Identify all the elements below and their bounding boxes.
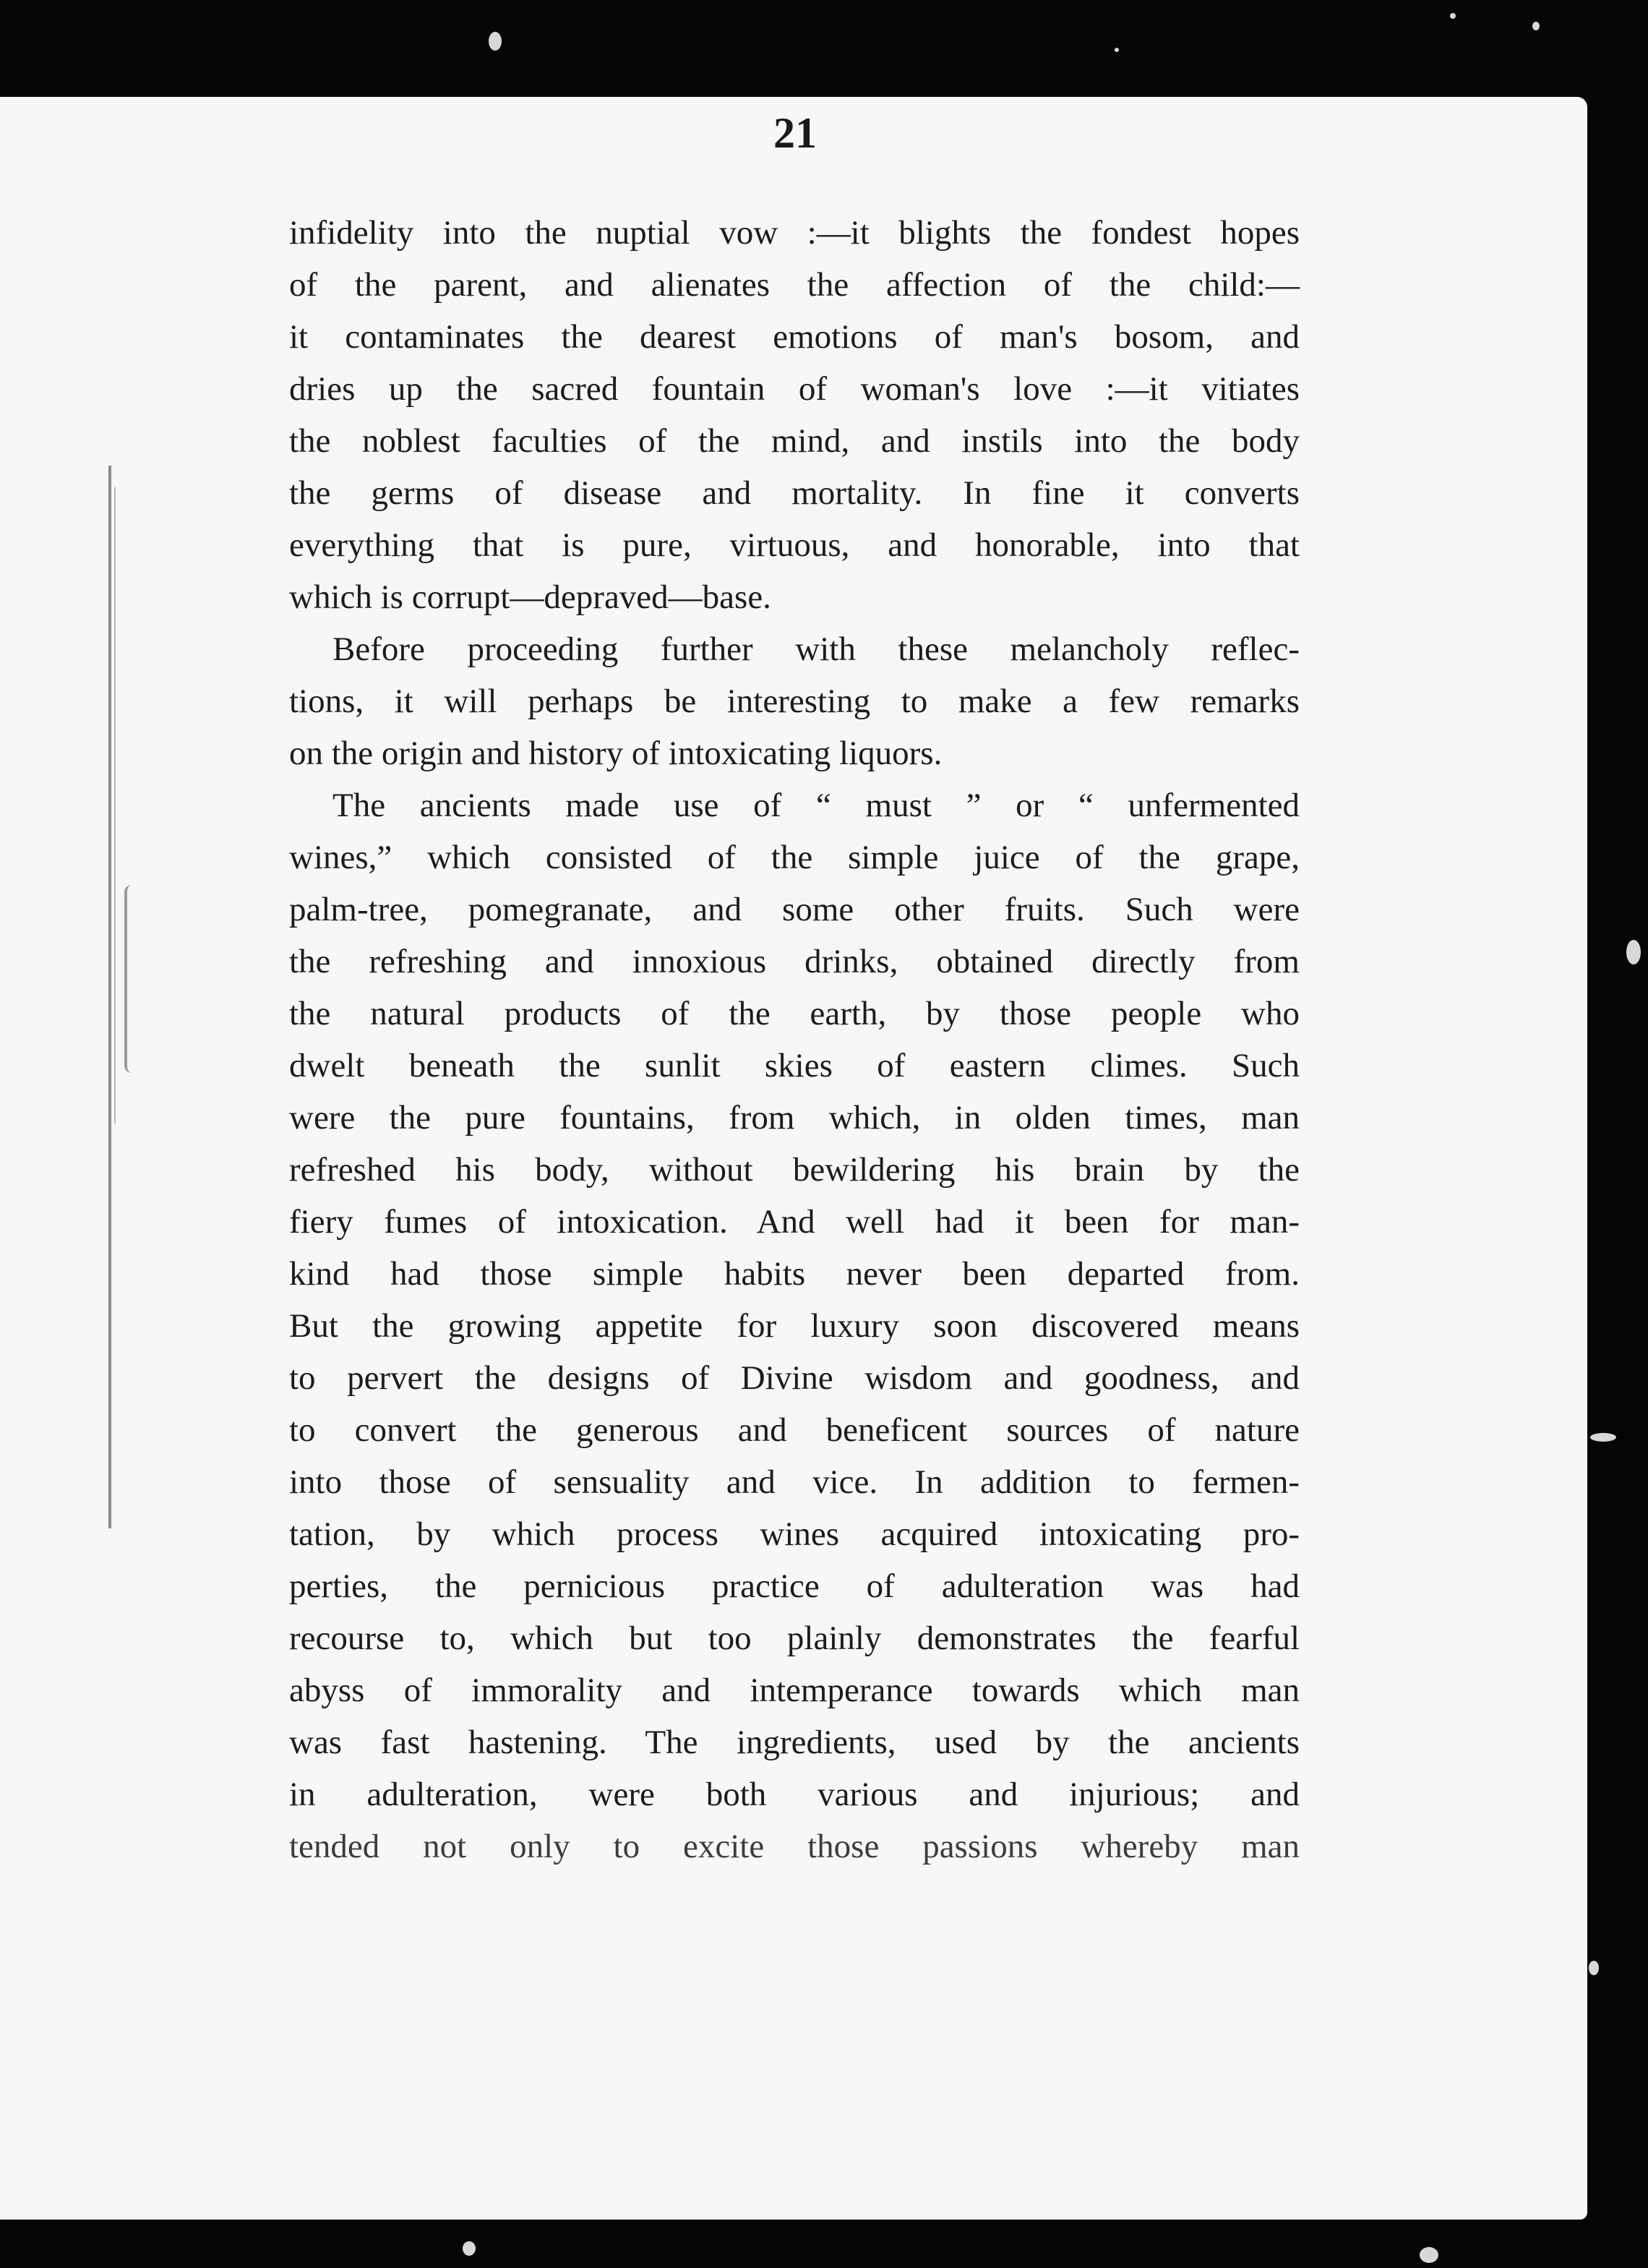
text-line: tions, it will perhaps be interesting to make a few remarks <box>289 682 1300 720</box>
text-line: infidelity into the nuptial vow :—it blights the fondest hopes <box>289 214 1300 252</box>
text-line: the germs of disease and mortality. In fine it converts <box>289 474 1300 512</box>
scan-speck <box>1590 1433 1616 1442</box>
scan-speck <box>1532 22 1540 30</box>
scan-speck <box>463 2241 476 2256</box>
text-line: tended not only to excite those passions whereby man <box>289 1828 1300 1865</box>
scan-speck <box>1420 2247 1438 2263</box>
text-line: abyss of immorality and intemperance towards which man <box>289 1672 1300 1709</box>
margin-rule-line <box>108 466 111 1528</box>
text-line: in adulteration, were both various and injurious; and <box>289 1776 1300 1813</box>
text-line: kind had those simple habits never been departed from. <box>289 1255 1300 1293</box>
text-line: of the parent, and alienates the affection of the child:— <box>289 266 1300 304</box>
text-line: into those of sensuality and vice. In addition to fermen- <box>289 1463 1300 1501</box>
scan-speck <box>1115 48 1119 52</box>
text-line: But the growing appetite for luxury soon discovered means <box>289 1307 1300 1345</box>
text-line: palm-tree, pomegranate, and some other fruits. Such were <box>289 891 1300 928</box>
text-line: dries up the sacred fountain of woman's love :—it vitiates <box>289 370 1300 408</box>
margin-bracket-mark <box>124 885 132 1073</box>
text-line: The ancients made use of “ must ” or “ unfermented <box>332 787 1300 824</box>
text-line: fiery fumes of intoxication. And well had it been for man- <box>289 1203 1300 1241</box>
text-line: to pervert the designs of Divine wisdom and goodness, and <box>289 1359 1300 1397</box>
body-text <box>289 207 1300 1873</box>
text-line: dwelt beneath the sunlit skies of eastern climes. Such <box>289 1047 1300 1084</box>
text-line: was fast hastening. The ingredients, used by the ancients <box>289 1724 1300 1761</box>
text-line: which is corrupt—depraved—base. <box>289 578 771 616</box>
text-line: tation, by which process wines acquired intoxicating pro- <box>289 1515 1300 1553</box>
text-line: refreshed his body, without bewildering his brain by the <box>289 1151 1300 1189</box>
text-line: perties, the pernicious practice of adulteration was had <box>289 1567 1300 1605</box>
margin-rule-line <box>114 487 116 1124</box>
text-line: the refreshing and innoxious drinks, obtained directly from <box>289 943 1300 980</box>
scan-speck <box>1626 940 1641 964</box>
text-line: were the pure fountains, from which, in olden times, man <box>289 1099 1300 1137</box>
page-number: 21 <box>773 109 817 157</box>
text-line: recourse to, which but too plainly demonstrates the fearful <box>289 1619 1300 1657</box>
text-line: wines,” which consisted of the simple juice of the grape, <box>289 839 1300 876</box>
scan-speck <box>489 32 502 51</box>
text-line: the noblest faculties of the mind, and instils into the body <box>289 422 1300 460</box>
text-line: on the origin and history of intoxicating liquors. <box>289 735 943 772</box>
text-line: it contaminates the dearest emotions of man's bosom, and <box>289 318 1300 356</box>
text-line: the natural products of the earth, by those people who <box>289 995 1300 1032</box>
scan-speck <box>1589 1961 1599 1975</box>
text-line: to convert the generous and beneficent sources of nature <box>289 1411 1300 1449</box>
text-line: everything that is pure, virtuous, and honorable, into that <box>289 526 1300 564</box>
text-line: Before proceeding further with these melancholy reflec- <box>332 630 1300 668</box>
scan-speck <box>1450 13 1456 19</box>
